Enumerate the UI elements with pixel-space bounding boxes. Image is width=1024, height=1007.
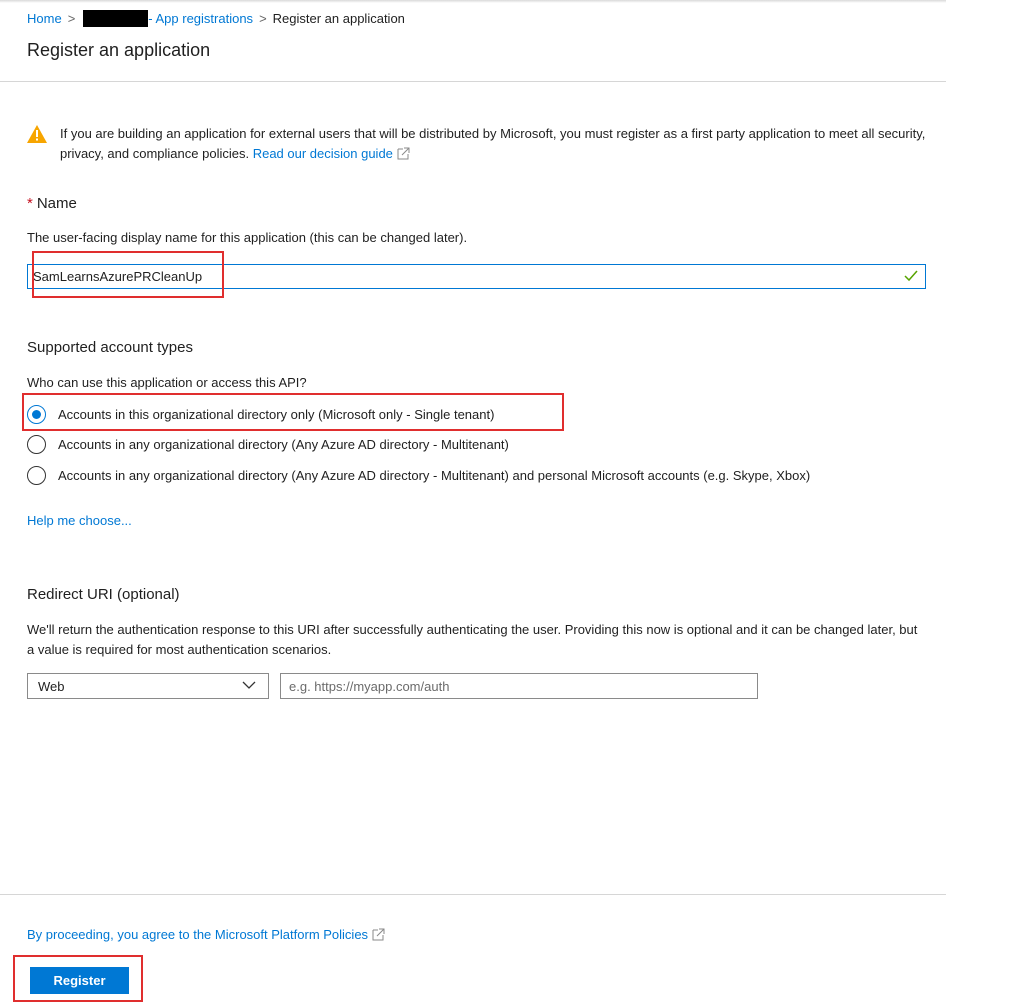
breadcrumb-home[interactable]: Home [27,11,62,26]
redacted-tenant-name [83,10,148,27]
notice-text: If you are building an application for external users that will be distributed by Microsoft, you must register as a first party application to meet all security, privacy, and compliance policies. [60,126,926,161]
redirect-uri-label: Redirect URI (optional) [27,586,180,603]
chevron-down-icon [242,680,256,690]
radio-button[interactable] [27,466,46,485]
radio-button-selected[interactable] [27,405,46,424]
footer-divider [0,894,946,895]
name-label: * Name [27,195,77,212]
radio-label: Accounts in this organizational directory only (Microsoft only - Single tenant) [58,407,495,422]
register-button[interactable]: Register [30,967,129,994]
header-divider [0,81,946,82]
external-link-icon [372,928,385,941]
radio-multitenant-personal[interactable] [27,466,810,485]
account-types-label: Supported account types [27,339,193,356]
first-party-notice [27,124,927,164]
checkmark-icon [904,270,918,282]
help-me-choose-link[interactable]: Help me choose... [27,513,132,528]
breadcrumb-current: Register an application [272,11,405,26]
breadcrumb [27,10,405,27]
radio-label: Accounts in any organizational directory (Any Azure AD directory - Multitenant) [58,437,509,452]
radio-single-tenant[interactable] [27,405,494,424]
breadcrumb-separator: > [67,11,76,26]
top-bar-shadow [0,0,946,3]
external-link-icon [397,147,410,160]
radio-button[interactable] [27,435,46,454]
breadcrumb-separator: > [259,11,267,26]
page-title: Register an application [27,40,211,60]
radio-multitenant[interactable] [27,435,509,454]
decision-guide-link[interactable]: Read our decision guide [253,146,410,161]
warning-icon [27,125,47,143]
breadcrumb-app-registrations[interactable]: - App registrations [148,11,254,26]
account-types-question: Who can use this application or access this API? [27,375,307,390]
required-marker: * [27,195,33,212]
radio-label: Accounts in any organizational directory (Any Azure AD directory - Multitenant) and personal Microsoft accounts (e.g. Skype, Xbox) [58,468,811,483]
redirect-uri-help: We'll return the authentication response to this URI after successfully authenticating the user. Providing this now is optional and it can be changed later, but a value is required for most authentication scenarios. [27,622,918,657]
name-help-text: The user-facing display name for this application (this can be changed later). [27,230,468,245]
name-input[interactable] [27,264,926,289]
redirect-uri-input[interactable] [280,673,758,699]
platform-select[interactable] [27,673,269,699]
platform-select-value: Web [38,678,65,694]
platform-policies-link[interactable]: By proceeding, you agree to the Microsoft Platform Policies [27,927,385,942]
